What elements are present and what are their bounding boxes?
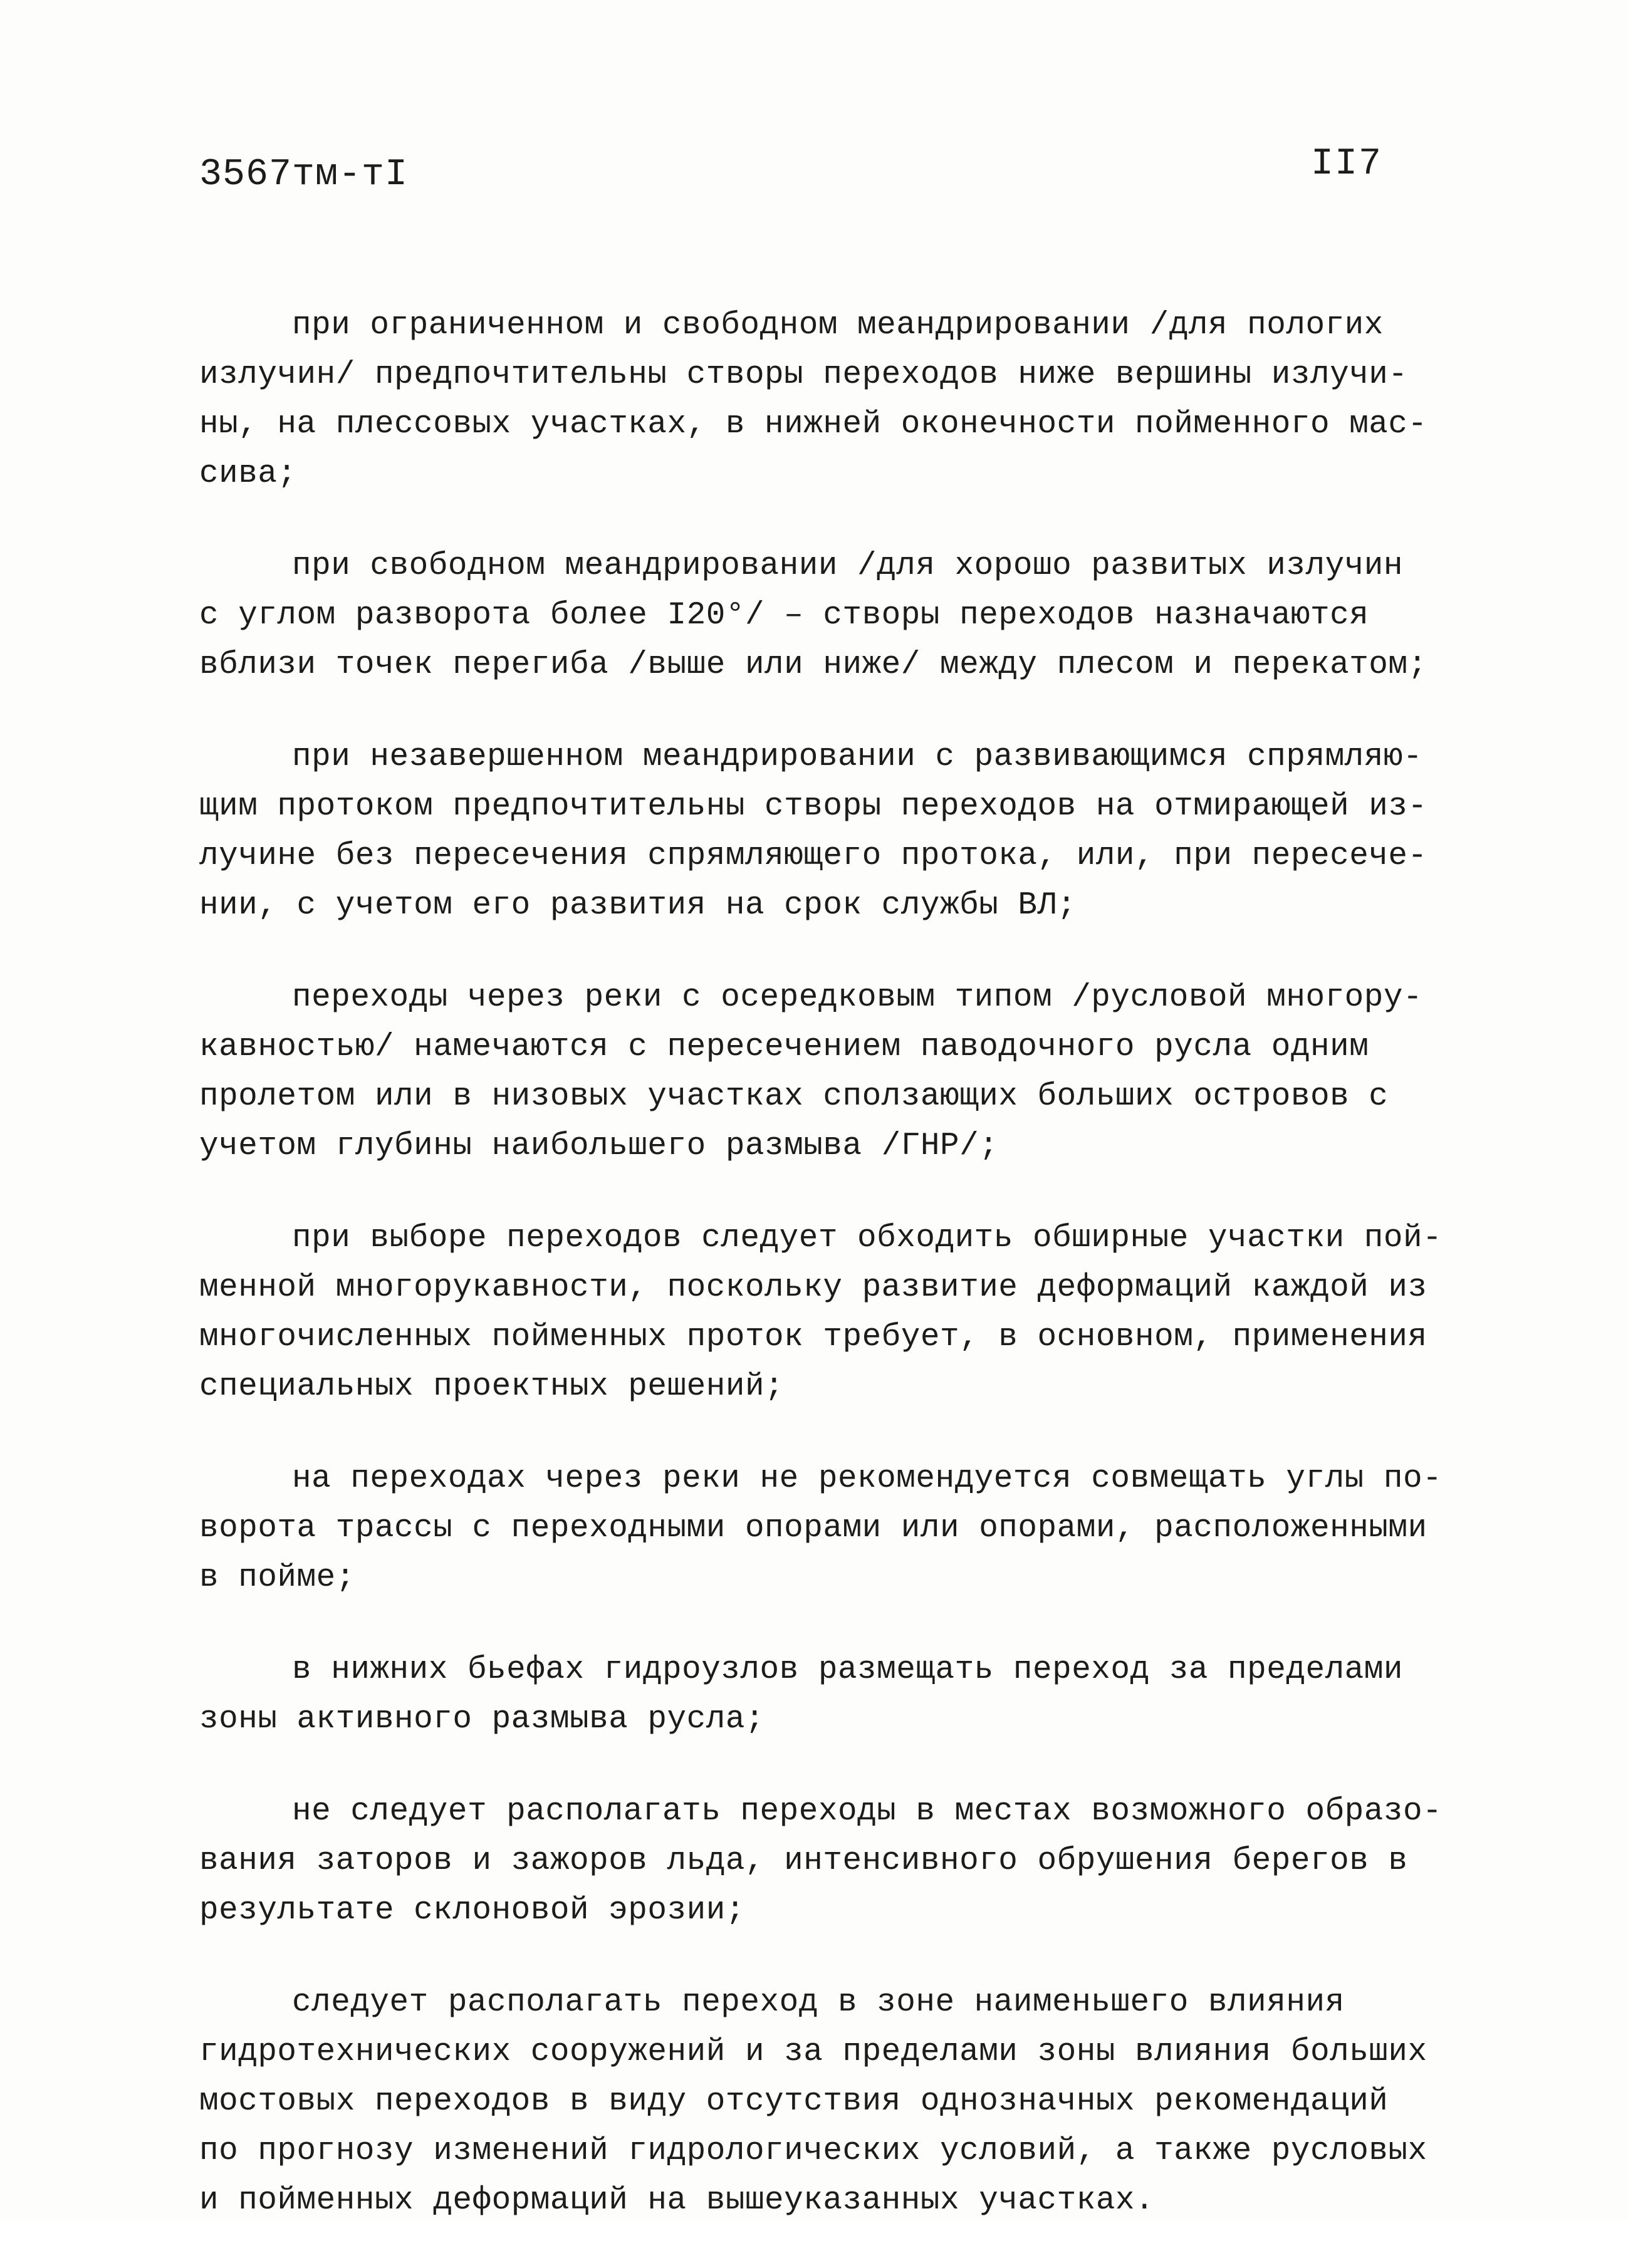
body-text: [199, 301, 1443, 2268]
text-line: излучин/ предпочтительны створы переходов ниже вершины излучи-: [199, 357, 1408, 393]
text-line: зоны активного размыва русла;: [199, 1702, 765, 1737]
paragraph-9: [199, 1978, 1427, 2225]
paragraph-7: [199, 1645, 1427, 1744]
text-line: пролетом или в низовых участках сползающих больших островов с: [199, 1079, 1389, 1115]
text-line: ворота трассы с переходными опорами или опорами, расположенными: [199, 1511, 1427, 1546]
paragraph-4: [199, 973, 1427, 1171]
text-line: ны, на плессовых участках, в нижней оконечности пойменного мас-: [199, 407, 1427, 442]
text-line: при незавершенном меандрировании с развивающимся спрямляю-: [292, 739, 1423, 775]
text-line: лучине без пересечения спрямляющего протока, или, при пересече-: [199, 838, 1427, 874]
text-line: по прогнозу изменений гидрологических условий, а также русловых: [199, 2133, 1427, 2169]
text-line: многочисленных пойменных проток требует, в основном, применения: [199, 1319, 1427, 1355]
paragraph-2: [199, 541, 1427, 690]
paragraph-3: [199, 732, 1427, 930]
text-line: и пойменных деформаций на вышеуказанных участках.: [199, 2183, 1155, 2219]
paragraph-6: [199, 1454, 1443, 1603]
text-line: на переходах через реки не рекомендуется совмещать углы по-: [292, 1461, 1443, 1497]
text-line: переходы через реки с осередковым типом /русловой многору-: [292, 980, 1423, 1016]
page-number: II7: [1311, 143, 1383, 185]
paragraph-5: [199, 1214, 1443, 1412]
text-line: щим протоком предпочтительны створы переходов на отмирающей из-: [199, 789, 1427, 824]
text-line: мостовых переходов в виду отсутствия однозначных рекомендаций: [199, 2084, 1389, 2120]
text-line: сива;: [199, 456, 297, 492]
text-line: менной многорукавности, поскольку развитие деформаций каждой из: [199, 1270, 1427, 1306]
paragraph-1: [199, 301, 1427, 499]
text-line: вания заторов и зажоров льда, интенсивного обрушения берегов в: [199, 1843, 1408, 1879]
text-line: в пойме;: [199, 1560, 355, 1596]
text-line: при выборе переходов следует обходить обширные участки пой-: [292, 1220, 1443, 1256]
text-line: учетом глубины наибольшего размыва /ГНР/;: [199, 1128, 999, 1164]
text-line: специальных проектных решений;: [199, 1369, 785, 1405]
text-line: нии, с учетом его развития на срок службы ВЛ;: [199, 888, 1077, 923]
text-line: вблизи точек перегиба /выше или ниже/ между плесом и перекатом;: [199, 647, 1427, 683]
text-line: результате склоновой эрозии;: [199, 1893, 745, 1928]
text-line: гидротехнических сооружений и за пределами зоны влияния больших: [199, 2034, 1427, 2070]
text-line: кавностью/ намечаются с пересечением паводочного русла одним: [199, 1029, 1369, 1065]
text-line: в нижних бьефах гидроузлов размещать переход за пределами: [292, 1652, 1403, 1688]
document-code: 3567тм-тI: [199, 153, 409, 196]
text-line: при свободном меандрировании /для хорошо развитых излучин: [292, 548, 1403, 584]
text-line: не следует располагать переходы в местах возможного образо-: [292, 1794, 1443, 1829]
text-line: с углом разворота более I20°/ – створы переходов назначаются: [199, 598, 1369, 633]
text-line: при ограниченном и свободном меандрировании /для пологих: [292, 308, 1384, 343]
paragraph-8: [199, 1787, 1443, 1935]
text-line: следует располагать переход в зоне наименьшего влияния: [292, 1985, 1345, 2021]
